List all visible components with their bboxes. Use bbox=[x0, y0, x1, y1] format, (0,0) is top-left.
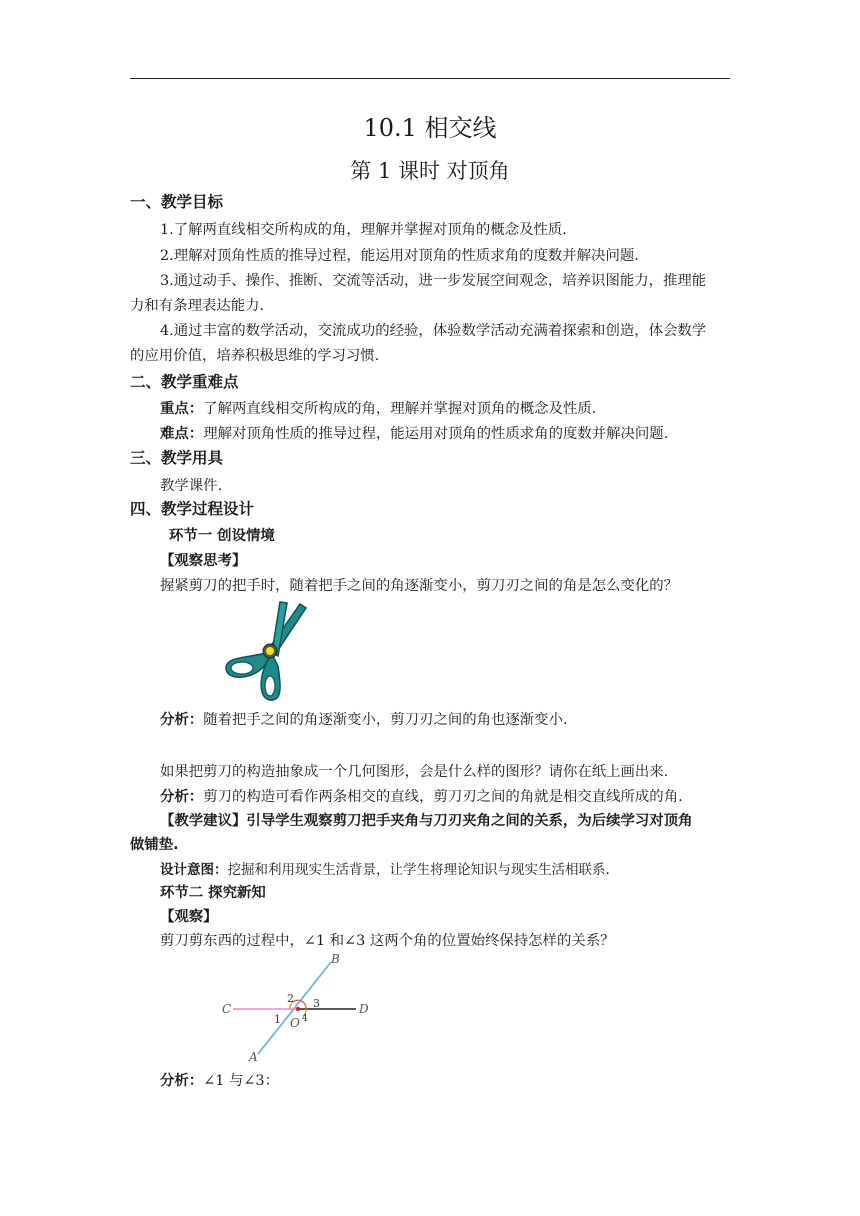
analysis-3-text: ∠1 与∠3： bbox=[203, 1073, 279, 1089]
design-intent bbox=[130, 861, 760, 879]
point-o-dot bbox=[296, 1007, 300, 1011]
label-b: B bbox=[331, 952, 340, 966]
label-c: C bbox=[222, 1002, 232, 1016]
goal-item-3a: 3.通过动手、操作、推断、交流等活动，进一步发展空间观念，培养识图能力，推理能 bbox=[160, 273, 707, 289]
scissors-icon bbox=[220, 600, 312, 704]
analysis-label: 分析： bbox=[160, 1073, 204, 1089]
analysis-1-text: 随着把手之间的角逐渐变小，剪刀刃之间的角也逐渐变小. bbox=[203, 712, 568, 728]
goal-item-4a: 4.通过丰富的数学活动，交流成功的经验，体验数学活动充满着探索和创造，体会数学 bbox=[160, 323, 707, 339]
goal-item-2: 2.理解对顶角性质的推导过程，能运用对顶角的性质求角的度数并解决问题. bbox=[160, 248, 639, 264]
goal-item-4b: 的应用价值，培养积极思维的学习习惯. bbox=[130, 348, 380, 364]
section-heading-keypoints: 二、教学重难点 bbox=[130, 373, 239, 391]
analysis-2 bbox=[130, 788, 760, 806]
angle-2-label: 2 bbox=[287, 992, 294, 1005]
section-heading-tools: 三、教学用具 bbox=[130, 449, 224, 467]
header-rule bbox=[130, 78, 730, 79]
stage-1-heading: 环节一 创设情境 bbox=[169, 528, 275, 544]
analysis-1 bbox=[130, 711, 760, 729]
observe-think-label: 【观察思考】 bbox=[160, 553, 247, 569]
difficult-point bbox=[130, 425, 760, 443]
label-a: A bbox=[249, 1050, 258, 1064]
angle-1-label: 1 bbox=[274, 1013, 281, 1026]
key-label: 重点： bbox=[160, 401, 204, 417]
analysis-label: 分析： bbox=[160, 789, 204, 805]
goal-item-3b: 力和有条理表达能力. bbox=[130, 298, 265, 314]
goal-item-1: 1.了解两直线相交所构成的角，理解并掌握对顶角的概念及性质. bbox=[160, 222, 567, 238]
label-d: D bbox=[359, 1002, 369, 1016]
analysis-2-text: 剪刀的构造可看作两条相交的直线，剪刀刃之间的角就是相交直线所成的角. bbox=[203, 789, 683, 805]
question-1: 握紧剪刀的把手时，随着把手之间的角逐渐变小，剪刀刃之间的角是怎么变化的？ bbox=[160, 578, 679, 594]
label-o: O bbox=[290, 1016, 300, 1030]
question-2: 如果把剪刀的构造抽象成一个几何图形，会是什么样的图形？请你在纸上画出来. bbox=[160, 764, 669, 780]
key-text: 了解两直线相交所构成的角，理解并掌握对顶角的概念及性质. bbox=[203, 401, 597, 417]
intersecting-lines-diagram bbox=[218, 950, 378, 1068]
teaching-suggestion-a: 【教学建议】引导学生观察剪刀把手夹角与刀刃夹角之间的关系，为后续学习对顶角 bbox=[160, 813, 693, 829]
tools-text: 教学课件. bbox=[160, 478, 223, 494]
analysis-3 bbox=[130, 1072, 760, 1090]
line-ab bbox=[258, 962, 331, 1054]
stage-2-heading: 环节二 探究新知 bbox=[160, 885, 266, 901]
question-3: 剪刀剪东西的过程中，∠1 和∠3 这两个角的位置始终保持怎样的关系？ bbox=[160, 933, 615, 949]
design-label: 设计意图： bbox=[160, 862, 228, 878]
observe-label: 【观察】 bbox=[160, 909, 218, 925]
angle-4-label: 4 bbox=[302, 1014, 308, 1024]
angle-3-label: 3 bbox=[313, 997, 320, 1010]
analysis-label: 分析： bbox=[160, 712, 204, 728]
page-subtitle: 第 1 课时 对顶角 bbox=[350, 159, 510, 183]
difficult-label: 难点： bbox=[160, 426, 204, 442]
section-heading-goals: 一、教学目标 bbox=[130, 193, 224, 211]
section-heading-process: 四、教学过程设计 bbox=[130, 500, 255, 518]
teaching-suggestion-b: 做铺垫. bbox=[130, 837, 179, 853]
page-title: 10.1 相交线 bbox=[363, 114, 497, 142]
design-text: 挖掘和利用现实生活背景，让学生将理论知识与现实生活相联系. bbox=[227, 862, 610, 878]
difficult-text: 理解对顶角性质的推导过程，能运用对顶角的性质求角的度数并解决问题. bbox=[203, 426, 669, 442]
key-point bbox=[130, 400, 760, 418]
